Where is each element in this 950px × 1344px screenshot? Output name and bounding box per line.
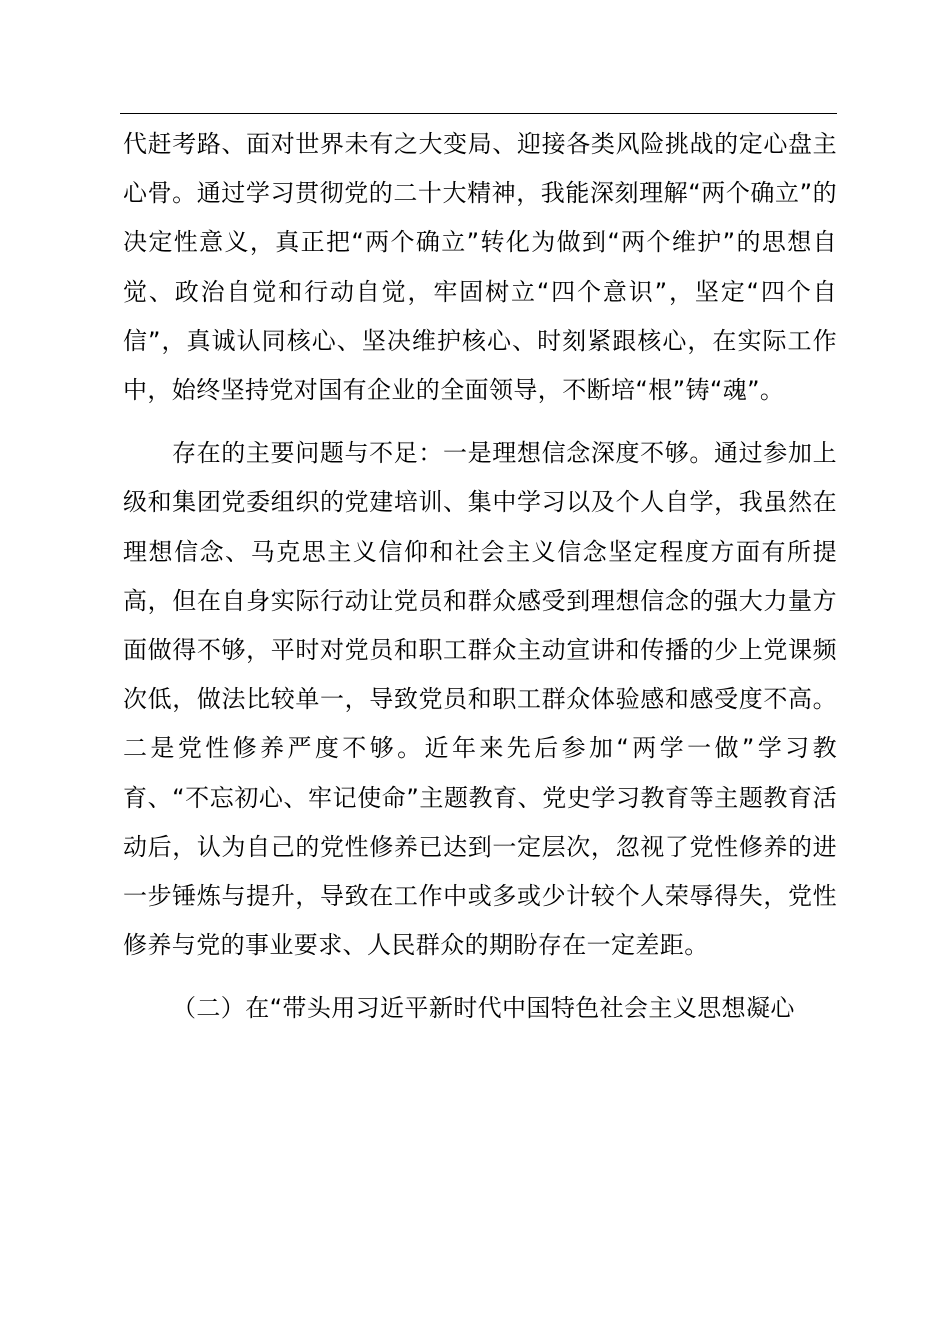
- paragraph-continuation: 代赶考路、面对世界未有之大变局、迎接各类风险挑战的定心盘主心骨。通过学习贯彻党的二十大精神，我能深刻理解“两个确立”的决定性意义，真正把“两个确立”转化为做到“两个维护”的思想自觉、政治自觉和行动自觉，牢固树立“四个意识”，坚定“四个自信”，真诚认同核心、坚决维护核心、时刻紧跟核心，在实际工作中，始终坚持党对国有企业的全面领导，不断培“根”铸“魂”。: [123, 130, 837, 405]
- section-heading-2: （二）在“带头用习近平新时代中国特色社会主义思想凝心: [172, 994, 795, 1023]
- document-body: [123, 120, 837, 1034]
- header-rule: [120, 113, 837, 114]
- paragraph-problems: 存在的主要问题与不足：一是理想信念深度不够。通过参加上级和集团党委组织的党建培训、集中学习以及个人自学，我虽然在理想信念、马克思主义信仰和社会主义信念坚定程度方面有所提高，但在自身实际行动让党员和群众感受到理想信念的强大力量方面做得不够，平时对党员和职工群众主动宣讲和传播的少上党课频次低，做法比较单一，导致党员和职工群众体验感和感受度不高。二是党性修养严度不够。近年来先后参加“两学一做”学习教育、“不忘初心、牢记使命”主题教育、党史学习教育等主题教育活动后，认为自己的党性修养已达到一定层次，忽视了党性修养的进一步锤炼与提升，导致在工作中或多或少计较个人荣辱得失，党性修养与党的事业要求、人民群众的期盼存在一定差距。: [123, 439, 837, 960]
